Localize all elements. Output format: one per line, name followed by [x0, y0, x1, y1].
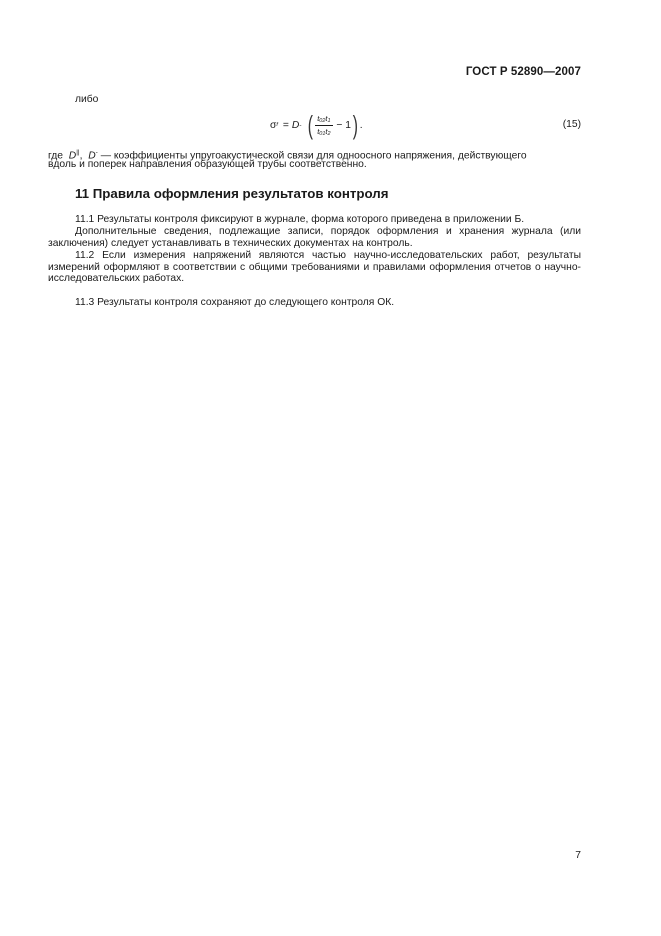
formula-period: . [359, 119, 363, 131]
paragraph-11-3: 11.3 Результаты контроля сохраняют до следующего контроля ОК. [75, 297, 395, 308]
right-paren: ) [352, 110, 358, 140]
equals-sign: = [282, 119, 289, 131]
fraction [315, 114, 332, 137]
section-title: 11 Правила оформления результатов контроля [75, 186, 389, 201]
formula-15 [270, 108, 363, 142]
formula-intro-label: либо [75, 94, 99, 105]
fraction-denominator: t01t2 [317, 126, 331, 137]
where-clause-line1: где D||, D- — коэффициенты упругоакустической связи для одноосного напряжения, действующего [48, 149, 527, 162]
coefficient-d: D [291, 119, 300, 131]
where-clause-line2: вдоль и поперек направления образующей трубы соответственно. [48, 159, 367, 170]
paragraph-11-1: 11.1 Результаты контроля фиксируют в журнале, форма которого приведена в приложении Б. [75, 214, 525, 225]
minus-one: − 1 [333, 119, 352, 131]
document-code: ГОСТ Р 52890—2007 [465, 66, 581, 78]
fraction-numerator: t02t1 [317, 113, 331, 124]
sigma-symbol: σ [270, 119, 277, 131]
paragraph-additional-info: Дополнительные сведения, подлежащие записи, порядок оформления и хранения журнала (или заключения) следует устанавливать в технических документах на контроль. [48, 226, 581, 249]
left-paren: ( [307, 110, 313, 140]
equation-number: (15) [562, 119, 581, 130]
page-number: 7 [575, 850, 581, 861]
coefficient-d-sup: - [299, 121, 302, 129]
sigma-subscript: f [276, 122, 278, 128]
paragraph-11-2: 11.2 Если измерения напряжений являются частью научно-исследовательских работ, результаты измерений оформляют в соответствии с общими требованиями и правилами оформления отчетов о научно-исследовательских работах. [48, 250, 581, 285]
